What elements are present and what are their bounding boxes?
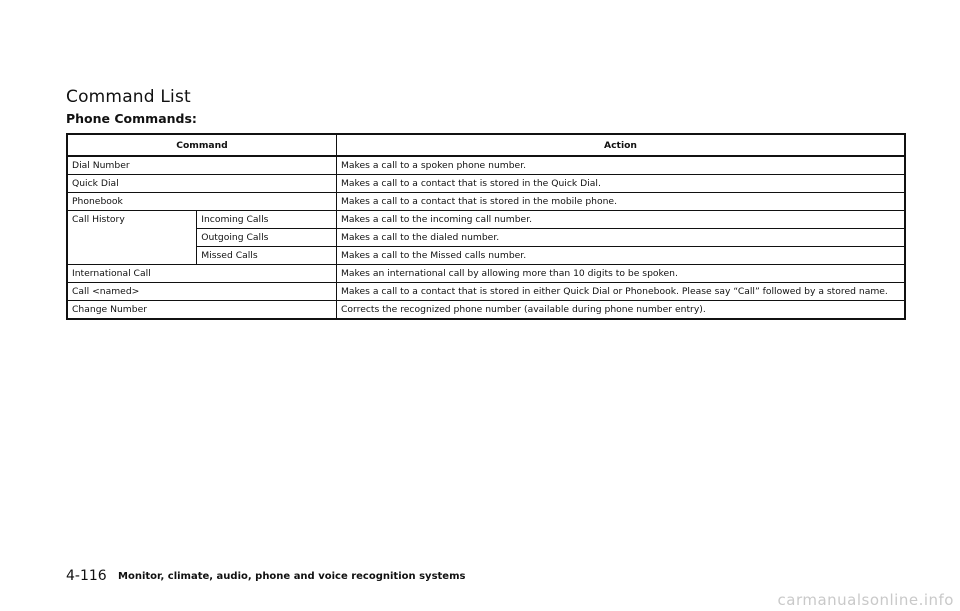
subcommand-cell: Missed Calls	[197, 247, 337, 265]
chapter-title: Monitor, climate, audio, phone and voice recognition systems	[118, 571, 466, 582]
command-cell: Call <named>	[67, 283, 336, 301]
table-row	[67, 301, 905, 320]
column-header-command: Command	[67, 134, 336, 156]
command-cell: Quick Dial	[67, 175, 336, 193]
page-title: Command List	[66, 87, 191, 107]
subcommand-cell: Incoming Calls	[197, 211, 337, 229]
subcommand-cell: Outgoing Calls	[197, 229, 337, 247]
command-cell: International Call	[67, 265, 336, 283]
action-cell: Makes a call to the incoming call number.	[336, 211, 905, 229]
action-cell: Makes a call to a spoken phone number.	[336, 156, 905, 175]
table-row	[67, 175, 905, 193]
table-row	[67, 211, 905, 229]
command-cell: Phonebook	[67, 193, 336, 211]
action-cell: Makes a call to the Missed calls number.	[336, 247, 905, 265]
phone-commands-table	[66, 133, 906, 320]
command-cell: Change Number	[67, 301, 336, 320]
section-title: Phone Commands:	[66, 111, 197, 126]
action-cell: Makes a call to a contact that is stored in the Quick Dial.	[336, 175, 905, 193]
column-header-action: Action	[336, 134, 905, 156]
command-group-cell: Call History	[67, 211, 197, 265]
table-row	[67, 265, 905, 283]
action-cell: Makes a call to a contact that is stored in the mobile phone.	[336, 193, 905, 211]
table-row	[67, 283, 905, 301]
table-header-row	[67, 134, 905, 156]
page-number: 4-116	[66, 568, 107, 584]
action-cell: Corrects the recognized phone number (available during phone number entry).	[336, 301, 905, 320]
watermark: carmanualsonline.info	[777, 591, 954, 609]
table-row	[67, 156, 905, 175]
action-cell: Makes an international call by allowing more than 10 digits to be spoken.	[336, 265, 905, 283]
table-row	[67, 193, 905, 211]
action-cell: Makes a call to the dialed number.	[336, 229, 905, 247]
action-cell: Makes a call to a contact that is stored in either Quick Dial or Phonebook. Please say “Call” followed by a stored name.	[336, 283, 905, 301]
command-cell: Dial Number	[67, 156, 336, 175]
